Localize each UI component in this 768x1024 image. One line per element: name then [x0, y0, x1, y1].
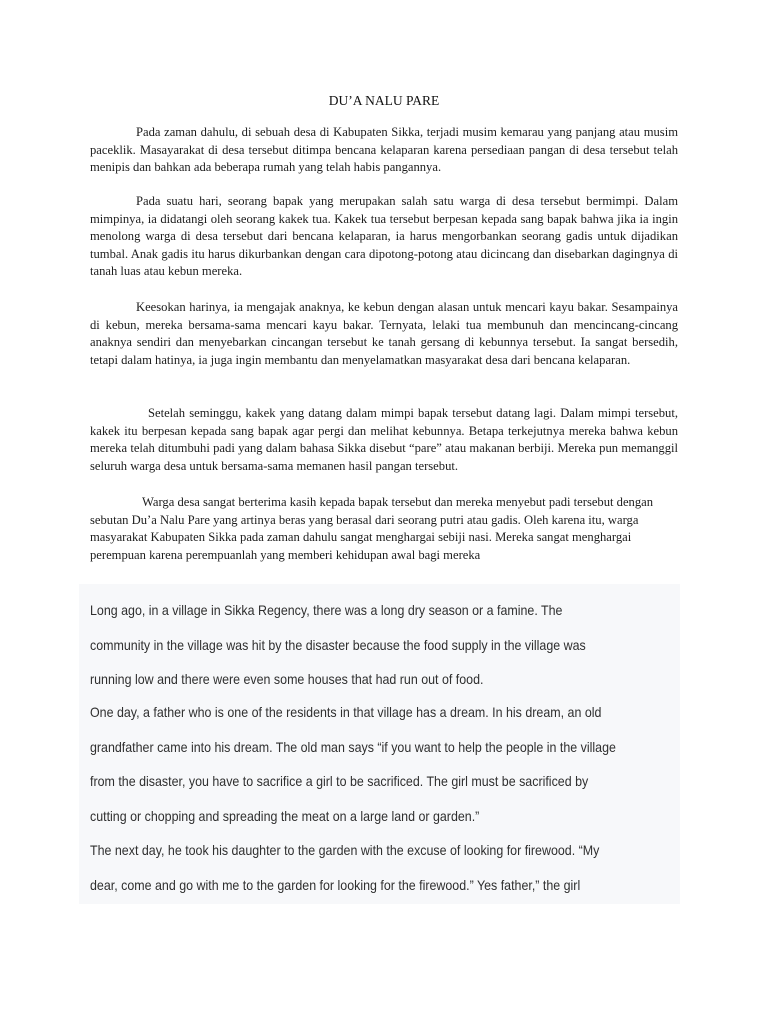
- translation-line: cutting or chopping and spreading the meat on a large land or garden.”: [90, 808, 480, 824]
- translation-line: dear, come and go with me to the garden for looking for the firewood.” Yes father,” the girl: [90, 877, 581, 893]
- translation-line: The next day, he took his daughter to the garden with the excuse of looking for firewood. “My: [90, 843, 600, 858]
- translation-paragraph-1: [90, 594, 630, 698]
- translation-line: One day, a father who is one of the residents in that village has a dream. In his dream, an old: [90, 705, 602, 720]
- paragraph-3: Keesokan harinya, ia mengajak anaknya, ke kebun dengan alasan untuk mencari kayu bakar. Sesampainya di kebun, mereka bersama-sama mencari kayu bakar. Ternyata, lelaki tua membunuh dan mencincang-cincang anaknya sendiri dan menyebarkan cincangan tersebut ke tanah gersang di kebunnya tersebut. Ia sangat bersedih, tetapi dalam hatinya, ia juga ingin membantu dan menyelamatkan masyarakat desa dari bencana kelaparan.: [90, 300, 678, 367]
- paragraph-5: Warga desa sangat berterima kasih kepada bapak tersebut dan mereka menyebut padi tersebut dengan sebutan Du’a Nalu Pare yang artinya beras yang berasal dari seorang putri atau gadis. Oleh karena itu, warga masyarakat Kabupaten Sikka pada zaman dahulu sangat menghargai sebiji nasi. Mereka sangat menghargai perempuan karena perempuanlah yang memberi kehidupan awal bagi mereka: [90, 495, 654, 562]
- translation-line: running low and there were even some houses that had run out of food.: [90, 672, 484, 687]
- document-title: DU’A NALU PARE: [328, 93, 440, 108]
- translation-line: community in the village was hit by the disaster because the food supply in the village was: [90, 637, 586, 653]
- translation-line: grandfather came into his dream. The old man says “if you want to help the people in the village: [90, 739, 616, 755]
- paragraph-1: Pada zaman dahulu, di sebuah desa di Kabupaten Sikka, terjadi musim kemarau yang panjang atau musim paceklik. Masayarakat di desa tersebut ditimpa bencana kelaparan karena persediaan pangan di desa tersebut telah menipis dan bahkan ada beberapa rumah yang telah habis pangannya.: [90, 125, 678, 175]
- paragraph-2: Pada suatu hari, seorang bapak yang merupakan salah satu warga di desa tersebut bermimpi. Dalam mimpinya, ia didatangi oleh seorang kakek tua. Kakek tua tersebut berpesan kepada sang bapak bahwa jika ia ingin menolong warga di desa tersebut dari bencana kelaparan, ia harus mengorbankan seorang gadis untuk dijadikan tumbal. Anak gadis itu harus dikurbankan dengan cara dipotong-potong atau dicincang dan disebarkan dagingnya di tanah luas atau kebun mereka.: [90, 194, 678, 279]
- translation-line: Long ago, in a village in Sikka Regency, there was a long dry season or a famine. The: [90, 603, 563, 618]
- translation-paragraph-2: [90, 696, 630, 834]
- translation-paragraph-3: [90, 834, 630, 903]
- translation-line: from the disaster, you have to sacrifice a girl to be sacrificed. The girl must be sacrificed by: [90, 774, 589, 789]
- paragraph-4: Setelah seminggu, kakek yang datang dalam mimpi bapak tersebut datang lagi. Dalam mimpi tersebut, kakek itu berpesan kepada sang bapak agar pergi dan melihat kebunnya. Betapa terkejutnya mereka bahwa kebun mereka telah ditumbuhi padi yang dalam bahasa Sikka disebut “pare” atau makanan berbiji. Mereka pun memanggil seluruh warga desa untuk bersama-sama memanen hasil pangan tersebut.: [90, 406, 678, 473]
